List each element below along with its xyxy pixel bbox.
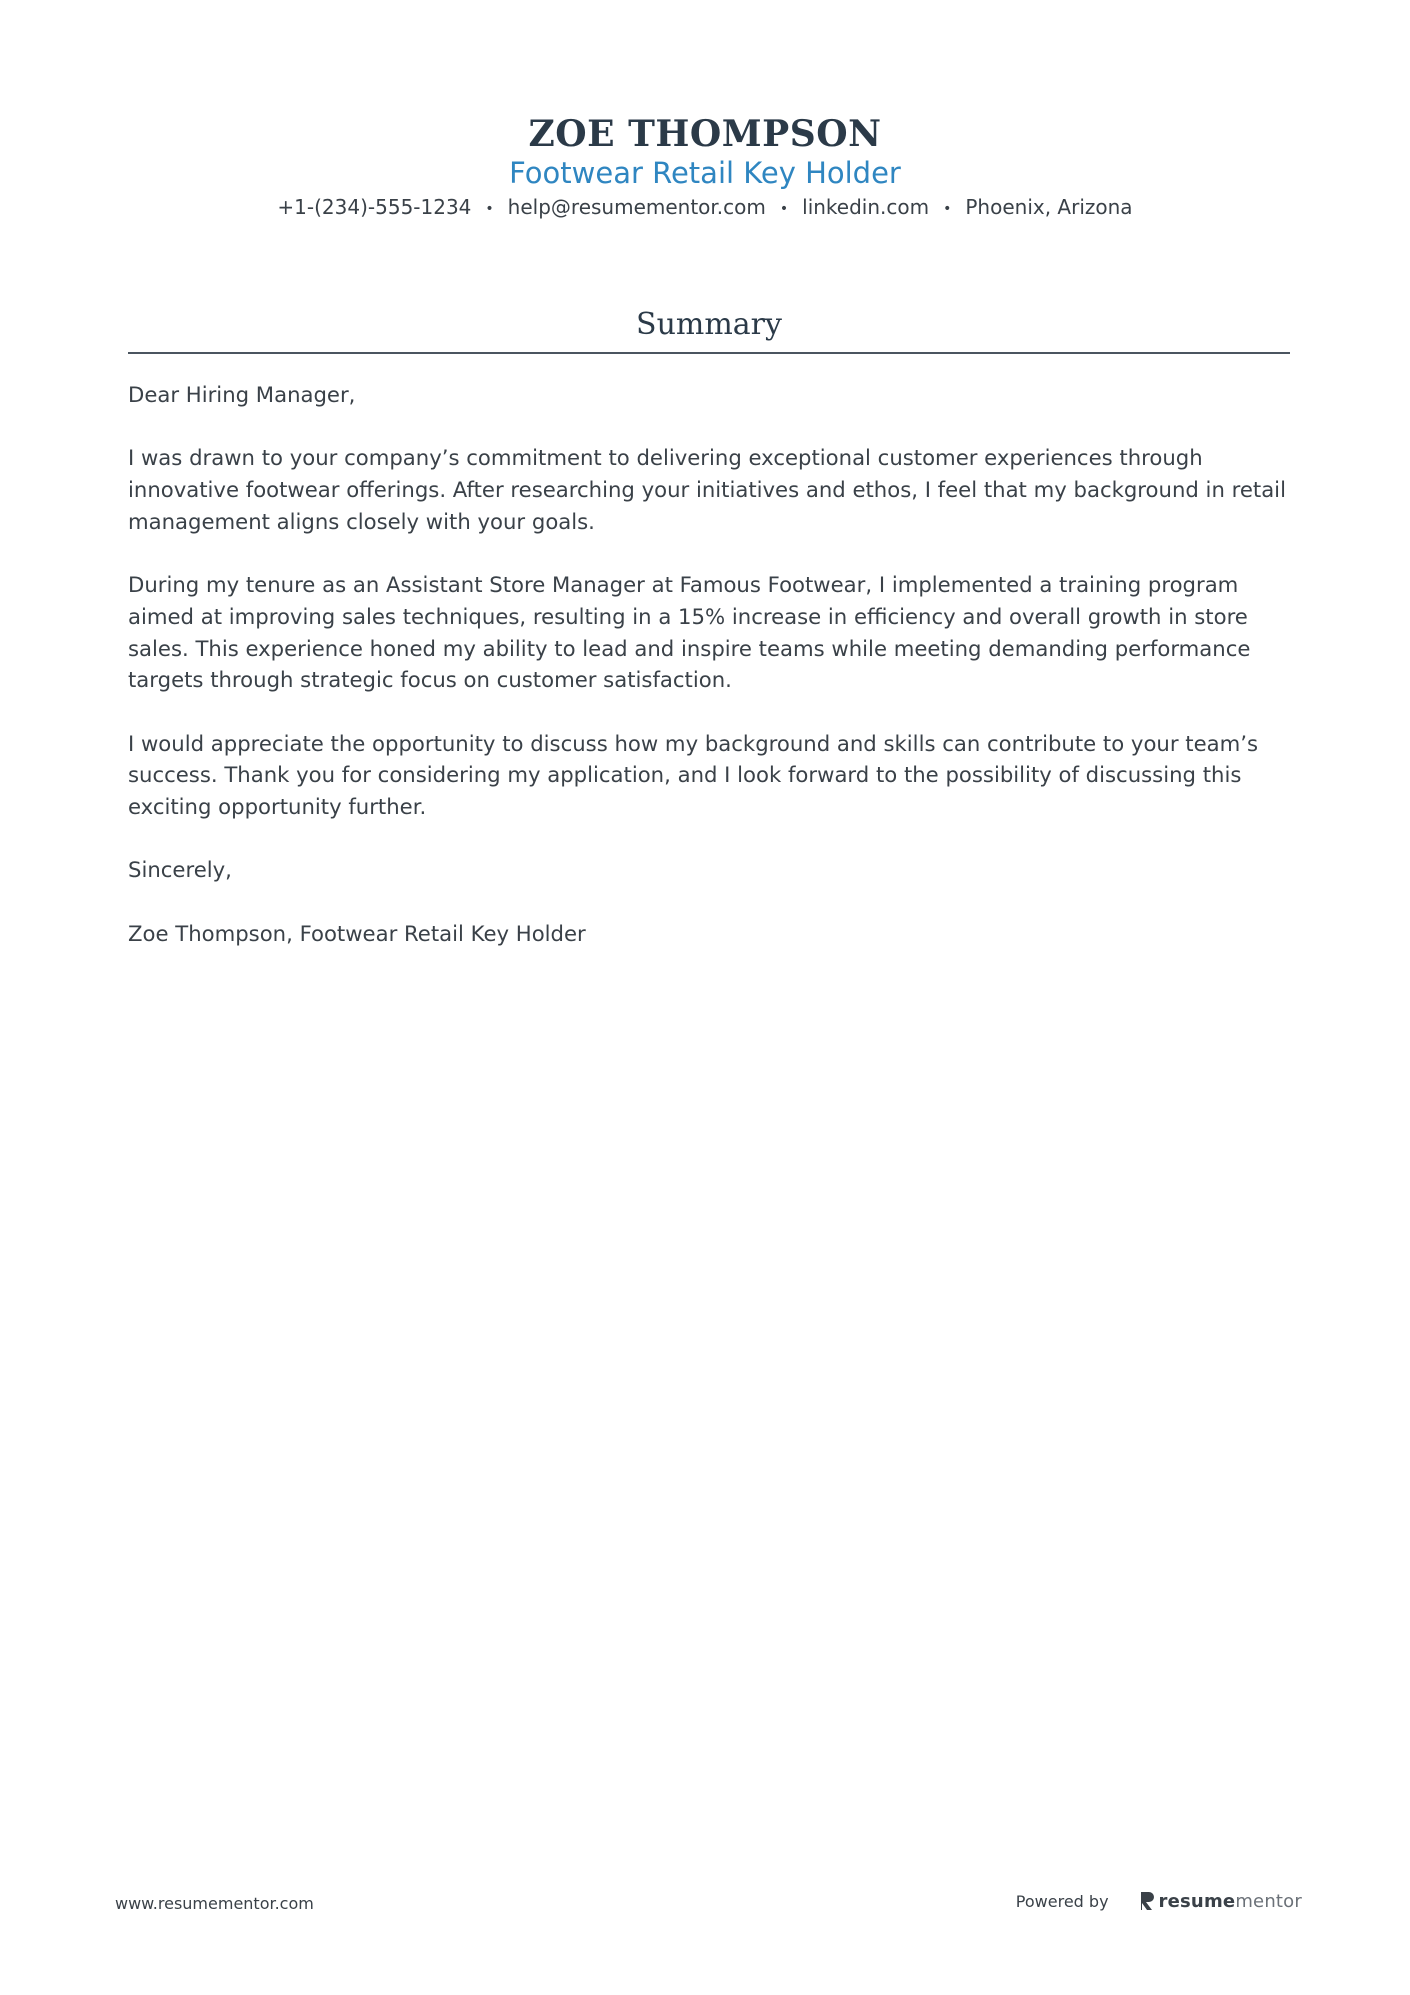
contact-line: [0, 192, 1410, 224]
contact-email[interactable]: help@resumementor.com: [507, 195, 766, 219]
powered-by-label: Powered by: [1015, 1891, 1109, 1911]
contact-separator: •: [779, 200, 789, 217]
resumementor-logo[interactable]: [1139, 1890, 1302, 1912]
logo-text-bold: resume: [1158, 1890, 1236, 1912]
closing: Sincerely,: [128, 857, 232, 883]
section-divider: [128, 352, 1290, 354]
contact-separator: •: [485, 200, 494, 217]
signature: Zoe Thompson, Footwear Retail Key Holder: [128, 920, 586, 946]
footer-branding: [1016, 1890, 1302, 1912]
job-title: Footwear Retail Key Holder: [509, 156, 901, 190]
footer-website[interactable]: www.resumementor.com: [115, 1894, 314, 1913]
contact-location: Phoenix, Arizona: [965, 195, 1133, 219]
salutation: Dear Hiring Manager,: [128, 382, 356, 407]
contact-separator: •: [943, 200, 952, 217]
logo-text: [1159, 1891, 1302, 1912]
contact-linkedin[interactable]: linkedin.com: [802, 195, 930, 219]
letter-paragraph: During my tenure as an Assistant Store Manager at Famous Footwear, I implemented a training program aimed at improving sales techniques, resulting in a 15% increase in efficiency and overall growth in store sales. This experience honed my ability to lead and inspire teams while meeting demanding performance targets through strategic focus on customer satisfaction.: [128, 572, 1251, 693]
contact-phone: +1-(234)-555-1234: [277, 195, 472, 219]
letter-body: [128, 379, 1290, 981]
resumementor-logo-icon: [1139, 1890, 1155, 1912]
letter-paragraph: I was drawn to your company’s commitment to delivering exceptional customer experiences through innovative footwear offerings. After researching your initiatives and ethos, I feel that my background in retail management aligns closely with your goals.: [128, 445, 1286, 534]
letter-paragraph: I would appreciate the opportunity to discuss how my background and skills can contribute to your team’s success. Thank you for considering my application, and I look forward to the possibility of discussing this exciting opportunity further.: [128, 730, 1259, 820]
logo-text-light: mentor: [1235, 1890, 1302, 1912]
section-title: Summary: [636, 307, 782, 342]
candidate-name: ZOE THOMPSON: [528, 113, 882, 155]
header: [0, 112, 1410, 224]
